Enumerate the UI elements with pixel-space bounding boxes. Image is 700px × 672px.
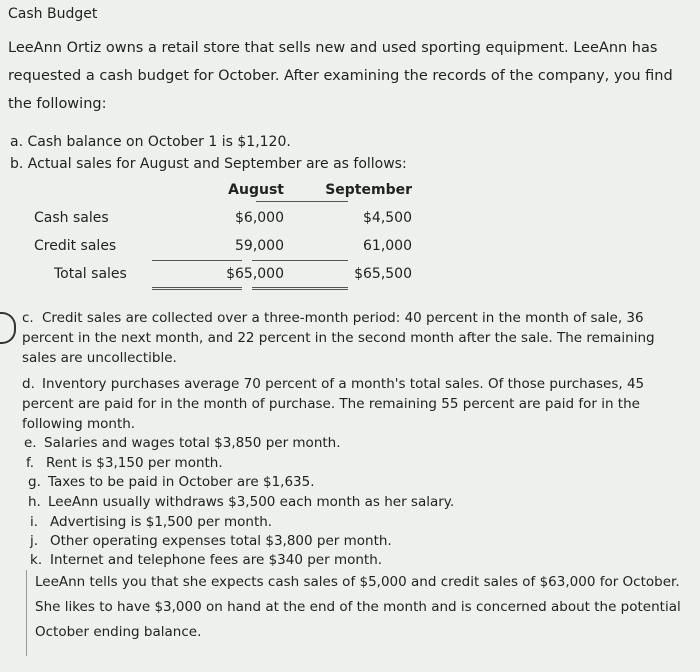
item-label: e. — [24, 435, 37, 451]
total-double-rule-september — [252, 287, 348, 290]
august-value: 59,000 — [235, 238, 284, 254]
item-c — [22, 308, 682, 368]
item-text: Advertising is $1,500 per month. — [50, 514, 273, 530]
item-d — [22, 374, 682, 434]
sales-table — [30, 176, 432, 288]
item-label: i. — [30, 514, 39, 530]
item-label: f. — [26, 455, 35, 471]
item-text: Internet and telephone fees are $340 per month. — [50, 552, 383, 568]
item-text: Rent is $3,150 per month. — [46, 455, 223, 471]
table-row — [30, 204, 432, 232]
row-label: Cash sales — [34, 210, 109, 226]
total-double-rule-august — [152, 287, 242, 290]
bracket-mark — [0, 312, 16, 344]
header-september: September — [325, 182, 412, 198]
september-value: $4,500 — [363, 210, 412, 226]
header-august: August — [228, 182, 284, 198]
row-label: Credit sales — [34, 238, 117, 254]
intro-paragraph: LeeAnn Ortiz owns a retail store that sells new and used sporting equipment. LeeAnn has requested a cash budget for October. After examining the records of the company, you find the following: — [8, 40, 673, 112]
item-text: Credit sales are collected over a three-month period: 40 percent in the month of sale, 36 percent in the next month, and 22 percent in the second month after the sale. The remaining sales are uncollectible. — [22, 310, 655, 366]
table-row — [30, 260, 432, 288]
sales-table-header — [30, 176, 432, 204]
item-a: a. Cash balance on October 1 is $1,120. — [10, 134, 291, 150]
header-blank — [30, 176, 184, 204]
item-text: Salaries and wages total $3,850 per month. — [44, 435, 341, 451]
item-label: h. — [28, 494, 41, 510]
header-underline — [256, 201, 348, 202]
table-row — [30, 232, 432, 260]
item-i — [30, 512, 272, 532]
item-label: j. — [30, 533, 39, 549]
page-title: Cash Budget — [8, 6, 98, 22]
item-label: c. — [22, 310, 34, 326]
item-label: d. — [22, 376, 35, 392]
item-label: g. — [28, 474, 41, 490]
item-g — [28, 472, 315, 492]
september-value: 61,000 — [363, 238, 412, 254]
september-value: $65,500 — [354, 266, 412, 282]
item-label: k. — [30, 552, 43, 568]
closing-paragraph: LeeAnn tells you that she expects cash sales of $5,000 and credit sales of $63,000 for October. She likes to have $3,000 on hand at the end of the month and is concerned about the potential October ending balance. — [26, 570, 695, 656]
item-f — [26, 453, 223, 473]
item-text: Inventory purchases average 70 percent of a month's total sales. Of those purchases, 45 percent are paid for in the month of purchase. The remaining 55 percent are paid for in the following month. — [22, 376, 645, 432]
item-h — [28, 492, 454, 512]
subtotal-rule-august — [152, 260, 242, 261]
subtotal-rule-september — [252, 260, 348, 261]
item-k — [30, 550, 382, 570]
item-j — [30, 531, 392, 551]
item-b: b. Actual sales for August and September are as follows: — [10, 156, 407, 172]
item-text: Taxes to be paid in October are $1,635. — [48, 474, 315, 490]
item-text: LeeAnn usually withdraws $3,500 each month as her salary. — [48, 494, 455, 510]
august-value: $6,000 — [235, 210, 284, 226]
august-value: $65,000 — [226, 266, 284, 282]
item-text: Other operating expenses total $3,800 per month. — [50, 533, 392, 549]
row-label: Total sales — [54, 266, 127, 282]
item-e — [24, 433, 341, 453]
